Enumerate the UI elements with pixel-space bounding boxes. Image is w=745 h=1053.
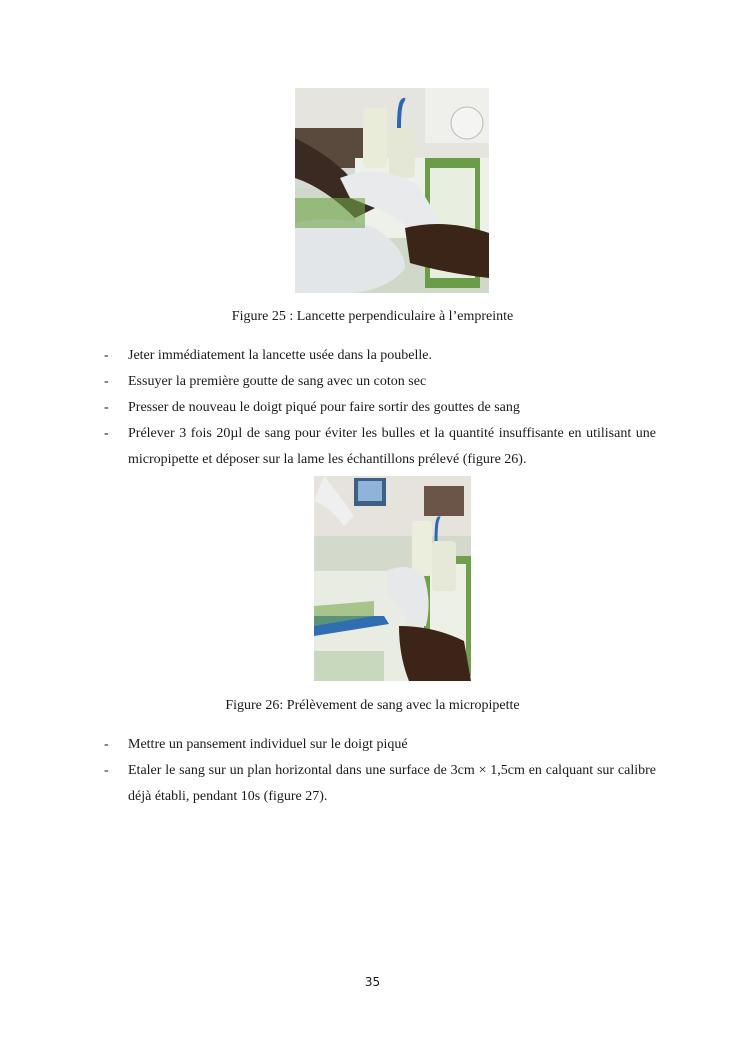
list-item: [0, 395, 745, 421]
list-item-text: Etaler le sang sur un plan horizontal dans une surface de 3cm × 1,5cm en calquant sur calibre déjà établi, pendant 10s (figure 27).: [128, 763, 656, 804]
list-item-text: Presser de nouveau le doigt piqué pour faire sortir des gouttes de sang: [128, 400, 520, 415]
bullet-dash: -: [104, 737, 109, 752]
list-item-text: Jeter immédiatement la lancette usée dans la poubelle.: [128, 348, 432, 363]
bullet-dash: -: [104, 348, 109, 363]
figure-26-photo: [314, 476, 471, 681]
list-item: [0, 421, 745, 473]
list-item-text: Prélever 3 fois 20µl de sang pour éviter les bulles et la quantité insuffisante en utilisant une micropipette et déposer sur la lame les échantillons prélevé (figure 26).: [128, 426, 656, 467]
page-number: 35: [364, 975, 381, 989]
list-item: [0, 369, 745, 395]
list-item: [0, 758, 745, 810]
figure-25-caption: Figure 25 : Lancette perpendiculaire à l’empreinte: [231, 309, 514, 324]
bullet-dash: -: [104, 426, 109, 441]
instruction-list-1: [0, 343, 745, 473]
list-item-text: Essuyer la première goutte de sang avec un coton sec: [128, 374, 427, 389]
bullet-dash: -: [104, 400, 109, 415]
figure-25-photo: [295, 88, 489, 293]
list-item: [0, 732, 745, 758]
figure-26-caption: Figure 26: Prélèvement de sang avec la micropipette: [225, 698, 520, 713]
bullet-dash: -: [104, 374, 109, 389]
list-item-text: Mettre un pansement individuel sur le doigt piqué: [128, 737, 408, 752]
instruction-list-2: [0, 732, 745, 810]
bullet-dash: -: [104, 763, 109, 778]
list-item: [0, 343, 745, 369]
